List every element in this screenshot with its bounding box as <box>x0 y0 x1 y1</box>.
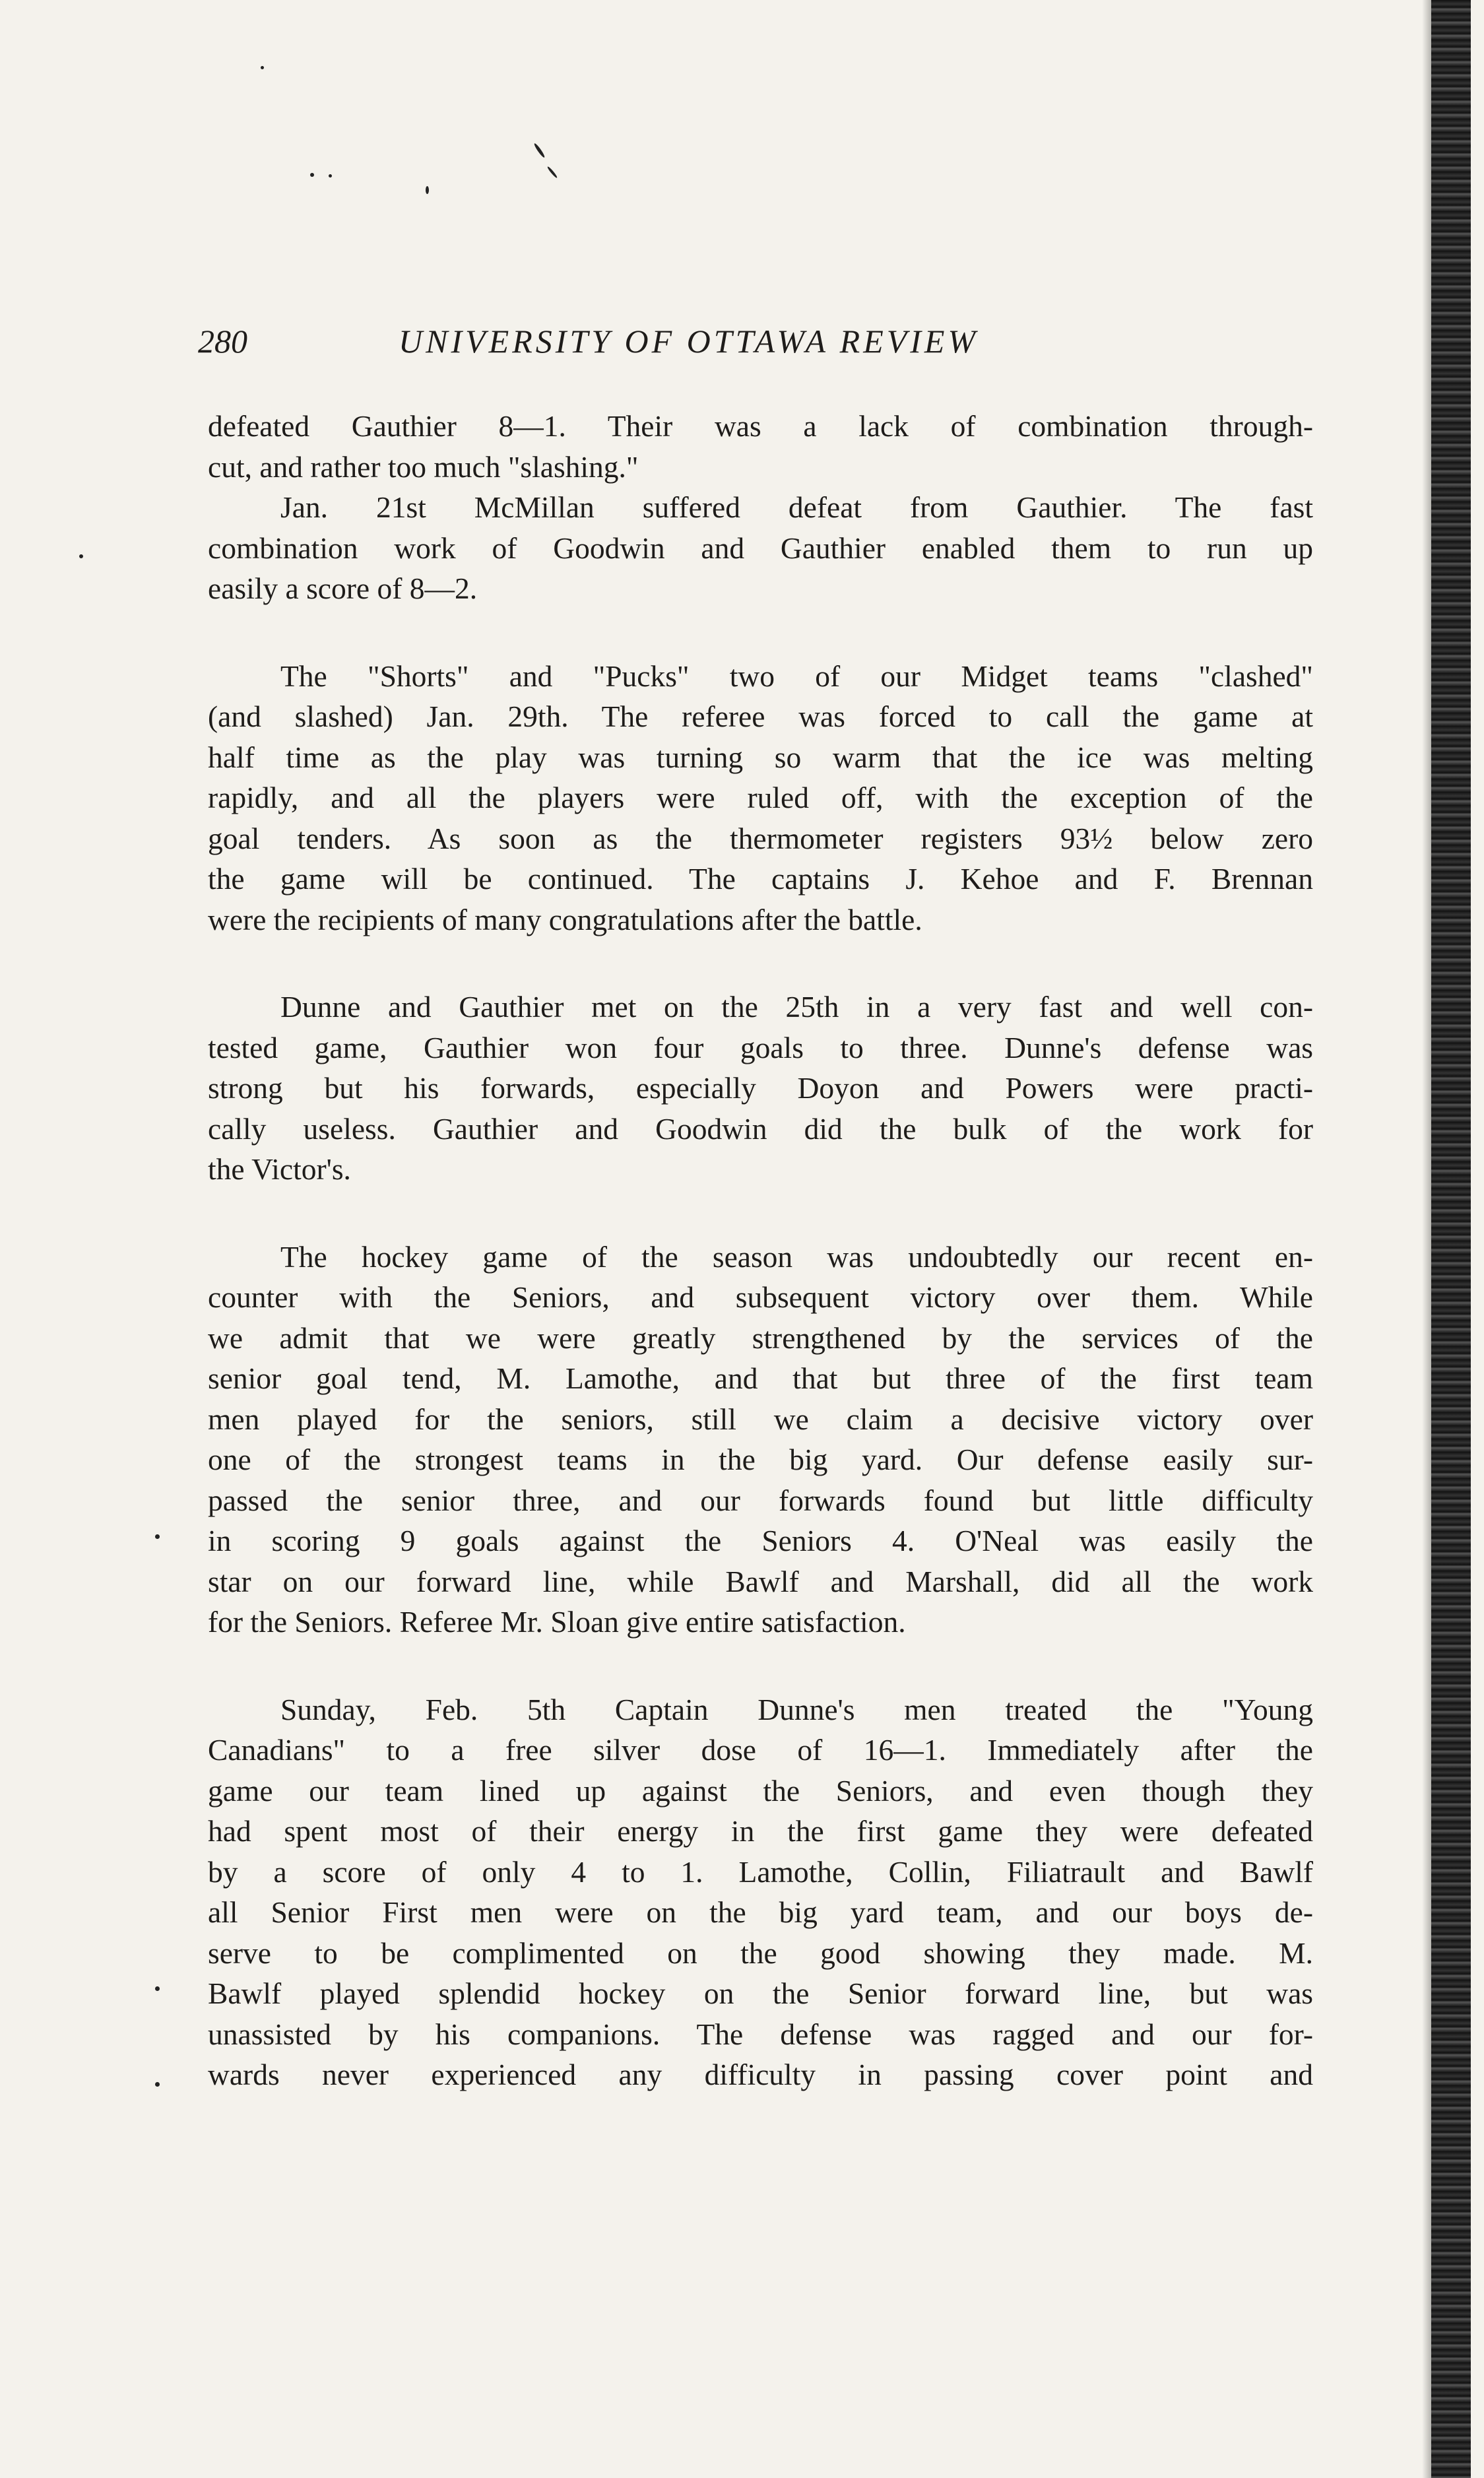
article-body <box>208 406 1313 2095</box>
text-line: had spent most of their energy in the first game they were defeated <box>208 1814 1313 1848</box>
scan-speck <box>310 173 314 177</box>
text-line: Sunday, Feb. 5th Captain Dunne's men treated the "Young <box>280 1692 1313 1726</box>
text-line: serve to be complimented on the good showing they made. M. <box>208 1936 1313 1970</box>
paragraph <box>208 487 1313 609</box>
text-line: for the Seniors. Referee Mr. Sloan give entire satisfaction. <box>208 1605 906 1639</box>
paragraph <box>208 987 1313 1190</box>
text-line: game our team lined up against the Seniors, and even though they <box>208 1773 1313 1808</box>
text-line: goal tenders. As soon as the thermometer registers 93½ below zero <box>208 821 1313 855</box>
text-line: the game will be continued. The captains J. Kehoe and F. Brennan <box>208 862 1313 896</box>
paragraph <box>208 1237 1313 1643</box>
scan-edge <box>1431 0 1471 2478</box>
text-line: in scoring 9 goals against the Seniors 4. O'Neal was easily the <box>208 1524 1313 1557</box>
scan-edge-shadow <box>1422 0 1431 2478</box>
text-line: tested game, Gauthier won four goals to three. Dunne's defense was <box>208 1030 1313 1064</box>
text-line: The "Shorts" and "Pucks" two of our Midget teams "clashed" <box>280 659 1313 693</box>
scan-speck <box>546 166 558 178</box>
text-line: one of the strongest teams in the big yard. Our defense easily sur- <box>208 1443 1313 1476</box>
page-header <box>198 322 1320 368</box>
text-line: defeated Gauthier 8—1. Their was a lack of combination through- <box>208 409 1313 443</box>
text-line: by a score of only 4 to 1. Lamothe, Collin, Filiatrault and Bawlf <box>208 1854 1313 1889</box>
scan-speck <box>426 186 429 194</box>
text-line: easily a score of 8—2. <box>208 571 478 605</box>
text-line: were the recipients of many congratulations after the battle. <box>208 902 922 936</box>
text-line: senior goal tend, M. Lamothe, and that but three of the first team <box>208 1361 1313 1395</box>
page-number: 280 <box>198 323 247 360</box>
text-line: counter with the Seniors, and subsequent victory over them. While <box>208 1280 1313 1314</box>
scan-speck <box>261 66 264 69</box>
scan-speck <box>155 2082 160 2087</box>
paragraph <box>208 406 1313 487</box>
text-line: strong but his forwards, especially Doyon and Powers were practi- <box>208 1071 1313 1105</box>
text-line: (and slashed) Jan. 29th. The referee was forced to call the game at <box>208 700 1313 733</box>
text-line: star on our forward line, while Bawlf and Marshall, did all the work <box>208 1564 1313 1598</box>
text-line: we admit that we were greatly strengthened by the services of the <box>208 1321 1313 1355</box>
text-line: passed the senior three, and our forwards found but little difficulty <box>208 1483 1313 1517</box>
scan-speck <box>329 174 332 178</box>
text-line: wards never experienced any difficulty in passing cover point and <box>208 2058 1313 2091</box>
text-line: Canadians" to a free silver dose of 16—1. Immediately after the <box>208 1733 1313 1767</box>
text-line: cally useless. Gauthier and Goodwin did the bulk of the work for <box>208 1111 1313 1146</box>
scan-speck <box>155 1534 160 1539</box>
text-line: The hockey game of the season was undoubtedly our recent en- <box>280 1239 1313 1274</box>
paragraph <box>208 1689 1313 2095</box>
text-line: combination work of Goodwin and Gauthier enabled them to run up <box>208 531 1313 565</box>
text-line: unassisted by his companions. The defense was ragged and our for- <box>208 2017 1313 2051</box>
text-line: Jan. 21st McMillan suffered defeat from Gauthier. The fast <box>280 490 1313 524</box>
running-title: UNIVERSITY OF OTTAWA REVIEW <box>399 323 979 360</box>
text-line: all Senior First men were on the big yard team, and our boys de- <box>208 1895 1313 1929</box>
text-line: rapidly, and all the players were ruled off, with the exception of the <box>208 781 1313 814</box>
paragraph <box>208 656 1313 940</box>
scan-speck <box>79 554 83 558</box>
text-line: Dunne and Gauthier met on the 25th in a very fast and well con- <box>280 990 1313 1024</box>
scan-speck <box>155 1986 160 1991</box>
text-line: half time as the play was turning so warm that the ice was melting <box>208 740 1313 774</box>
text-line: cut, and rather too much "slashing." <box>208 449 639 484</box>
text-line: men played for the seniors, still we claim a decisive victory over <box>208 1402 1313 1436</box>
text-line: Bawlf played splendid hockey on the Senior forward line, but was <box>208 1976 1313 2010</box>
text-line: the Victor's. <box>208 1152 351 1186</box>
scan-speck <box>533 143 546 158</box>
